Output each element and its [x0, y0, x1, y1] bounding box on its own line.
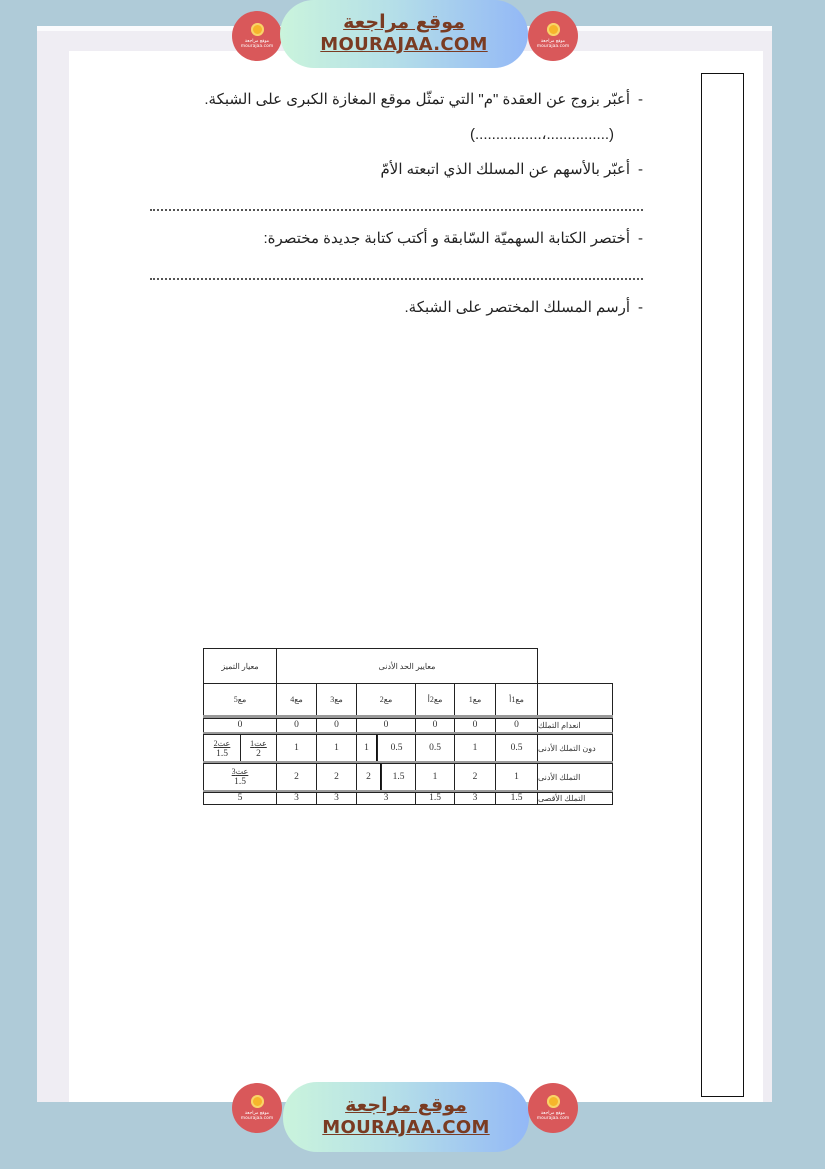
header-c2a: مع2أ	[415, 683, 455, 716]
cell-r1-c2-left: 1	[356, 734, 378, 763]
question-3: -أختصر الكتابة السهميّة السّابقة و أكتب كتابة جديدة مختصرة:	[263, 230, 643, 247]
book-icon	[547, 23, 560, 36]
row-label-3: التملك الأقصى	[537, 792, 613, 805]
grading-criteria-table	[203, 648, 613, 804]
cell-r3-c1a: 1.5	[495, 792, 538, 805]
watermark-logo-right: موقع مراجعة mourajaa.com	[528, 11, 578, 61]
cell-r1-c2a: 0.5	[415, 734, 455, 763]
cell-r0-c1: 0	[454, 718, 496, 733]
cell-r0-c5: 0	[203, 718, 277, 733]
answer-line-1[interactable]	[150, 209, 643, 211]
watermark-logo-left: موقع مراجعة mourajaa.com	[232, 11, 282, 61]
cell-r3-c1: 3	[454, 792, 496, 805]
cell-r1-c4: 1	[276, 734, 317, 763]
row-label-2: التملك الأدنى	[537, 763, 613, 791]
cell-r0-c4: 0	[276, 718, 317, 733]
watermark-logo-right-bottom: موقع مراجعة mourajaa.com	[528, 1083, 578, 1133]
cell-r2-c2a: 1	[415, 763, 455, 791]
cell-r3-c2: 3	[356, 792, 416, 805]
cell-r2-c4: 2	[276, 763, 317, 791]
watermark-arabic: موقع مراجعة	[345, 1094, 467, 1116]
header-c1a: مع1أ	[495, 683, 538, 716]
cell-r2-c2-left: 2	[356, 763, 382, 791]
header-c3: مع3	[316, 683, 357, 716]
watermark-banner-bottom[interactable]	[283, 1082, 529, 1152]
question-1: -أعبّر بزوج عن العقدة "م" التي تمثّل موقع المغازة الكبرى على الشبكة.	[204, 91, 643, 108]
watermark-arabic: موقع مراجعة	[343, 11, 465, 33]
cell-r0-c2: 0	[356, 718, 416, 733]
cell-r3-c3: 3	[316, 792, 357, 805]
header-label-blank	[537, 683, 613, 716]
margin-score-box	[701, 73, 744, 1097]
cell-r1-c1a: 0.5	[495, 734, 538, 763]
cell-r3-c5: 5	[203, 792, 277, 805]
cell-r0-c3: 0	[316, 718, 357, 733]
header-excellence: معيار التميز	[203, 648, 277, 684]
cell-r1-c3: 1	[316, 734, 357, 763]
header-c1: مع1	[454, 683, 496, 716]
cell-r0-c1a: 0	[495, 718, 538, 733]
watermark-logo-left-bottom: موقع مراجعة mourajaa.com	[232, 1083, 282, 1133]
cell-r2-et3: عت3 1.5	[203, 763, 277, 791]
cell-r3-c2a: 1.5	[415, 792, 455, 805]
watermark-latin: MOURAJAA.COM	[322, 1117, 490, 1138]
header-c5: مع5	[203, 683, 277, 716]
book-icon	[547, 1095, 560, 1108]
header-c2: مع2	[356, 683, 416, 716]
cell-r2-c3: 2	[316, 763, 357, 791]
answer-pair-blank[interactable]: (................،...............)	[470, 126, 615, 143]
cell-r1-c1: 1	[454, 734, 496, 763]
cell-r2-c2-right: 1.5	[381, 763, 416, 791]
question-2: -أعبّر بالأسهم عن المسلك الذي اتبعته الأمّ	[380, 161, 643, 178]
book-icon	[251, 23, 264, 36]
cell-r3-c4: 3	[276, 792, 317, 805]
header-minimum: معايير الحد الأدنى	[276, 648, 538, 684]
row-label-1: دون التملك الأدنى	[537, 734, 613, 763]
watermark-banner-top[interactable]	[280, 0, 528, 68]
cell-r1-c2-right: 0.5	[377, 734, 416, 763]
row-label-0: انعدام التملك	[537, 718, 613, 733]
watermark-latin: MOURAJAA.COM	[320, 34, 488, 55]
cell-r2-c1a: 1	[495, 763, 538, 791]
cell-r1-et2: عت2 1.5	[203, 734, 241, 763]
question-4: -أرسم المسلك المختصر على الشبكة.	[404, 299, 643, 316]
book-icon	[251, 1095, 264, 1108]
header-c4: مع4	[276, 683, 317, 716]
cell-r0-c2a: 0	[415, 718, 455, 733]
answer-line-2[interactable]	[150, 278, 643, 280]
cell-r2-c1: 2	[454, 763, 496, 791]
cell-r1-et1: عت1 2	[240, 734, 277, 763]
